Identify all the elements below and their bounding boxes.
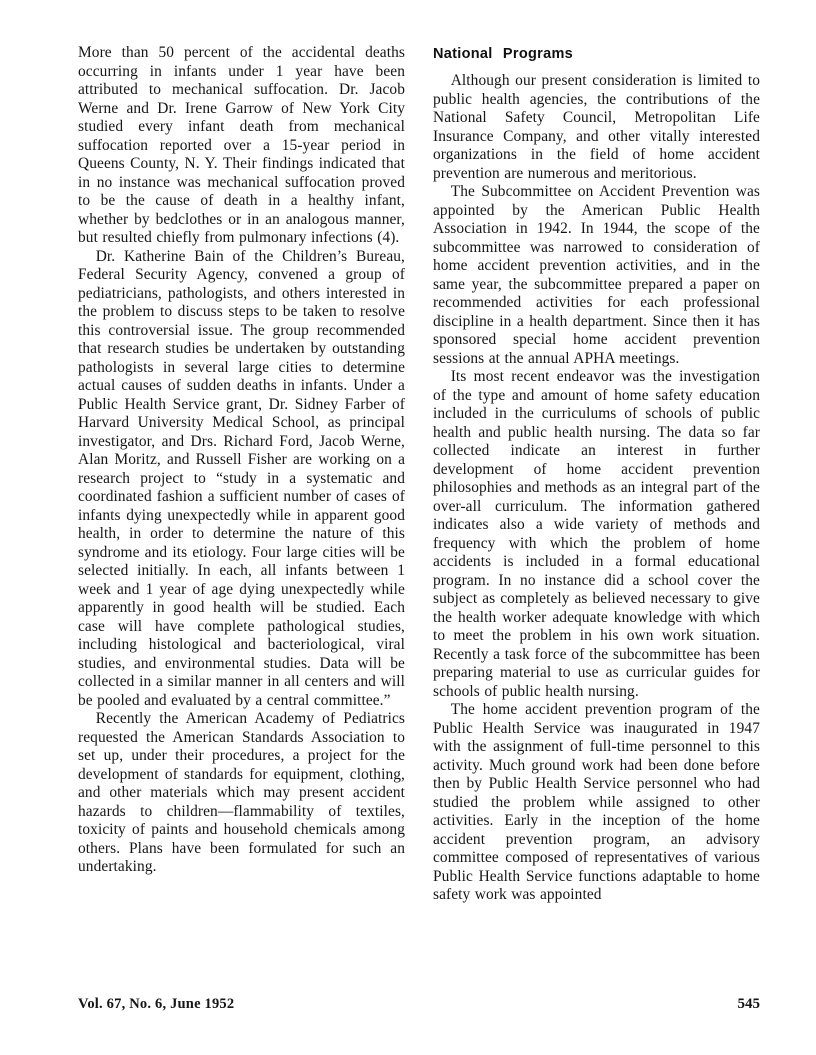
right-column <box>433 44 760 905</box>
left-column <box>78 44 405 905</box>
paragraph: Dr. Katherine Bain of the Children’s Bureau, Federal Security Agency, convened a group of pediatricians, pathologists, and others interested in the problem to discuss steps to be taken to resolve this controversial issue. The group recommended that research studies be undertaken by outstanding pathologists in several large cities to determine actual causes of sudden deaths in infants. Under a Public Health Service grant, Dr. Sidney Farber of Harvard University Medical School, as principal investigator, and Drs. Richard Ford, Jacob Werne, Alan Moritz, and Russell Fisher are working on a research project to “study in a systematic and coordinated fashion a sufficient number of cases of infants dying unexpectedly while in apparent good health, in order to determine the nature of this syndrome and its etiology. Four large cities will be selected initially. In each, all infants between 1 week and 1 year of age dying unexpectedly while apparently in good health will be studied. Each case will have complete pathological studies, including histological and bacteriological, viral studies, and environmental studies. Data will be collected in a similar manner in all centers and will be pooled and evaluated by a central committee.” <box>78 247 405 709</box>
paragraph: The Subcommittee on Accident Prevention was appointed by the American Public Health Association in 1942. In 1944, the scope of the subcommittee was narrowed to consideration of home accident prevention activities, and in the same year, the subcommittee prepared a paper on recommended activities for each professional discipline in a health department. Since then it has sponsored special home accident prevention sessions at the annual APHA meetings. <box>433 183 760 367</box>
paragraph: Its most recent endeavor was the investigation of the type and amount of home safety education included in the curriculums of schools of public health and public health nursing. The data so far collected indicate an interest in further development of home accident prevention philosophies and methods as an integral part of the over-all curriculum. The information gathered indicates also a wide variety of methods and frequency with which the problem of home accidents is included in a formal educational program. In no instance did a school cover the subject as completely as believed necessary to give the health worker adequate knowledge with which to meet the problem in his own work situation. Recently a task force of the subcommittee has been preparing material to use as curricular guides for schools of public health nursing. <box>433 368 760 700</box>
paragraph: Although our present consideration is limited to public health agencies, the contributions of the National Safety Council, Metropolitan Life Insurance Company, and other vitally interested organizations in the field of home accident prevention are numerous and meritorious. <box>433 72 760 182</box>
volume-info: Vol. 67, No. 6, June 1952 <box>78 996 235 1012</box>
page-number: 545 <box>737 996 760 1012</box>
paragraph: Recently the American Academy of Pediatrics requested the American Standards Association to set up, under their procedures, a project for the development of standards for equipment, clothing, and other materials which may present accident hazards to children—flammability of textiles, toxicity of paints and household chemicals among others. Plans have been formulated for such an undertaking. <box>78 710 405 875</box>
paragraph: More than 50 percent of the accidental deaths occurring in infants under 1 year have been attributed to mechanical suffocation. Dr. Jacob Werne and Dr. Irene Garrow of New York City studied every infant death from mechanical suffocation reported over a 15-year period in Queens County, N. Y. Their findings indicated that in no instance was mechanical suffocation proved to be the cause of death in a healthy infant, whether by bedclothes or in an analogous manner, but resulted chiefly from pulmonary infections (4). <box>78 44 405 246</box>
two-column-text-area <box>78 44 760 905</box>
page-footer <box>78 996 760 1013</box>
section-heading: National Programs <box>433 46 574 62</box>
paragraph: The home accident prevention program of the Public Health Service was inaugurated in 1947 with the assignment of full-time personnel to this activity. Much ground work had been done before then by Public Health Service personnel who had studied the problem while assigned to other activities. Early in the inception of the home accident prevention program, an advisory committee composed of representatives of various Public Health Service functions adaptable to home safety work was appointed <box>433 701 760 903</box>
